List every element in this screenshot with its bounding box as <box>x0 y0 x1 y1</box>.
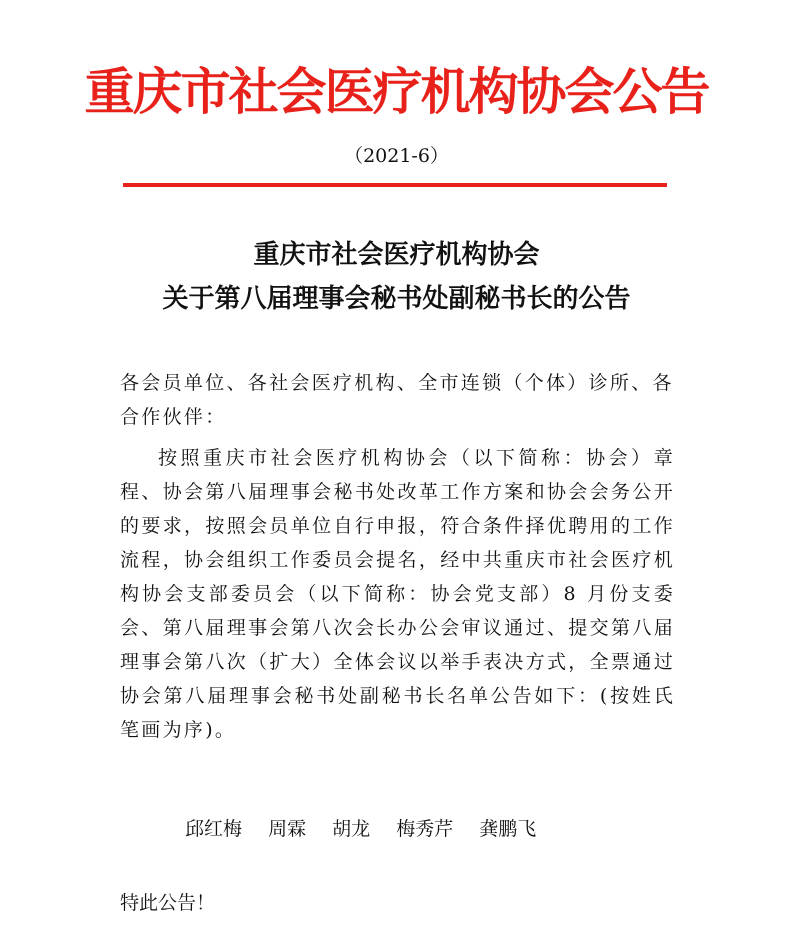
name-item: 胡龙 <box>332 818 371 840</box>
notice-title-line2: 关于第八届理事会秘书处副秘书长的公告 <box>162 284 631 314</box>
document-number: （2021-6） <box>344 145 449 167</box>
name-item: 龚鹏飞 <box>479 818 537 840</box>
name-item: 邱红梅 <box>185 818 243 840</box>
notice-title-line1: 重庆市社会医疗机构协会 <box>253 240 540 270</box>
masthead-title: 重庆市社会医疗机构协会公告 <box>84 63 709 121</box>
name-item: 周霖 <box>268 818 307 840</box>
closing-text: 特此公告！ <box>120 892 216 914</box>
name-list <box>185 814 556 844</box>
body-paragraph: 按照重庆市社会医疗机构协会（以下简称：协会）章程、协会第八届理事会秘书处改革工作方案和协会会务公开的要求，按照会员单位自行申报，符合条件择优聘用的工作流程，协会组织工作委员会提名，经中共重庆市社会医疗机构协会支部委员会（以下简称：协会党支部）8 月份支委会、第八届理事会第八次会长办公会审议通过、提交第八届理事会第八次（扩大）全体会议以举手表决方式，全票通过协会第八届理事会秘书处副秘书长名单公告如下：(按姓氏笔画为序)。 <box>120 447 675 741</box>
name-item: 梅秀芹 <box>396 818 454 840</box>
salutation: 各会员单位、各社会医疗机构、全市连锁（个体）诊所、各合作伙伴： <box>120 372 674 428</box>
red-divider-line <box>123 183 667 187</box>
